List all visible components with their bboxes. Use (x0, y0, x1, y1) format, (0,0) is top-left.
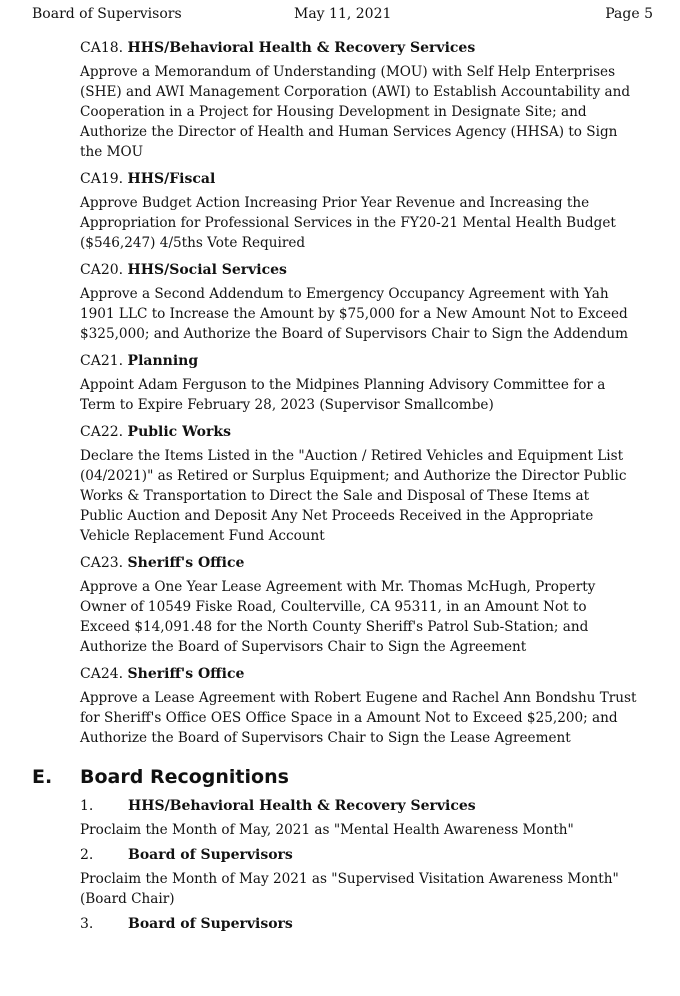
description-line: (04/2021)" as Retired or Surplus Equipment; and Authorize the Director Public (80, 468, 627, 484)
recognition-number: 1. (80, 798, 94, 814)
agenda-item-code: CA18. (80, 40, 124, 56)
description-line: the MOU (80, 144, 144, 160)
agenda-item-description (80, 688, 670, 748)
section-title: Board Recognitions (80, 766, 289, 788)
description-line: Approve a One Year Lease Agreement with Mr. Thomas McHugh, Property (80, 579, 596, 595)
recognition-list (32, 796, 662, 934)
agenda-item (80, 664, 670, 748)
board-recognitions-section (32, 763, 662, 939)
agenda-item-code: CA24. (80, 666, 124, 682)
recognition-item (80, 914, 662, 934)
description-line: Authorize the Board of Supervisors Chair to Sign the Agreement (80, 639, 527, 655)
agenda-item-department: HHS/Behavioral Health & Recovery Services (127, 40, 476, 56)
agenda-item (80, 260, 670, 344)
description-line: Approve Budget Action Increasing Prior Year Revenue and Increasing the (80, 195, 590, 211)
description-line: Declare the Items Listed in the "Auction / Retired Vehicles and Equipment List (80, 448, 624, 464)
agenda-item-title (80, 169, 670, 189)
description-line: Public Auction and Deposit Any Net Proceeds Received in the Appropriate (80, 508, 594, 524)
agenda-item-description (80, 446, 670, 546)
agenda-item (80, 38, 670, 162)
agenda-item-department: Sheriff's Office (127, 666, 245, 682)
description-line: 1901 LLC to Increase the Amount by $75,000 for a New Amount Not to Exceed (80, 306, 628, 322)
description-line: $325,000; and Authorize the Board of Supervisors Chair to Sign the Addendum (80, 326, 628, 342)
recognition-item (80, 845, 662, 909)
consent-agenda-items (80, 38, 670, 755)
agenda-item-title (80, 351, 670, 371)
description-line: Appoint Adam Ferguson to the Midpines Planning Advisory Committee for a (80, 377, 606, 393)
agenda-item-title (80, 553, 670, 573)
section-letter: E. (32, 766, 53, 788)
agenda-item-description (80, 577, 670, 657)
description-line: Authorize the Director of Health and Human Services Agency (HHSA) to Sign (80, 124, 618, 140)
agenda-item (80, 169, 670, 253)
description-line: for Sheriff's Office OES Office Space in a Amount Not to Exceed $25,200; and (80, 710, 618, 726)
agenda-item-code: CA23. (80, 555, 124, 571)
agenda-item (80, 351, 670, 415)
description-line: Authorize the Board of Supervisors Chair to Sign the Lease Agreement (80, 730, 571, 746)
recognition-department: Board of Supervisors (128, 916, 293, 932)
description-line: Approve a Memorandum of Understanding (MOU) with Self Help Enterprises (80, 64, 616, 80)
page-header (32, 4, 653, 24)
description-line: Exceed $14,091.48 for the North County Sheriff's Patrol Sub-Station; and (80, 619, 589, 635)
agenda-item-code: CA21. (80, 353, 124, 369)
description-line: Cooperation in a Project for Housing Development in Designate Site; and (80, 104, 587, 120)
header-date: May 11, 2021 (294, 6, 392, 22)
recognition-number: 2. (80, 847, 94, 863)
description-line: Owner of 10549 Fiske Road, Coulterville, CA 95311, in an Amount Not to (80, 599, 587, 615)
recognition-heading (80, 796, 662, 816)
agenda-item-description (80, 375, 670, 415)
agenda-item-description (80, 62, 670, 162)
agenda-item-title (80, 260, 670, 280)
agenda-item-department: HHS/Fiscal (127, 171, 216, 187)
agenda-item-description (80, 193, 670, 253)
agenda-item (80, 422, 670, 546)
agenda-item-department: Sheriff's Office (127, 555, 245, 571)
agenda-item-department: Planning (127, 353, 199, 369)
recognition-item (80, 796, 662, 840)
recognition-heading (80, 845, 662, 865)
header-body-name: Board of Supervisors (32, 6, 182, 22)
recognition-description (80, 820, 662, 840)
description-line: Approve a Second Addendum to Emergency Occupancy Agreement with Yah (80, 286, 609, 302)
agenda-item-description (80, 284, 670, 344)
description-line: (SHE) and AWI Management Corporation (AWI) to Establish Accountability and (80, 84, 631, 100)
agenda-item-title (80, 422, 670, 442)
description-line: Approve a Lease Agreement with Robert Eugene and Rachel Ann Bondshu Trust (80, 690, 637, 706)
description-line: Vehicle Replacement Fund Account (80, 528, 325, 544)
agenda-item-code: CA22. (80, 424, 124, 440)
recognition-department: HHS/Behavioral Health & Recovery Services (128, 798, 476, 814)
description-line: ($546,247) 4/5ths Vote Required (80, 235, 306, 251)
description-line: Proclaim the Month of May, 2021 as "Mental Health Awareness Month" (80, 822, 574, 838)
recognition-department: Board of Supervisors (128, 847, 293, 863)
header-page-number: Page 5 (605, 6, 653, 22)
recognition-description (80, 869, 662, 909)
agenda-item-code: CA19. (80, 171, 124, 187)
agenda-item-department: HHS/Social Services (127, 262, 287, 278)
agenda-item (80, 553, 670, 657)
description-line: Appropriation for Professional Services in the FY20-21 Mental Health Budget (80, 215, 616, 231)
section-heading (32, 763, 662, 791)
description-line: Works & Transportation to Direct the Sale and Disposal of These Items at (80, 488, 590, 504)
agenda-item-code: CA20. (80, 262, 124, 278)
agenda-item-title (80, 38, 670, 58)
description-line: (Board Chair) (80, 891, 175, 907)
recognition-heading (80, 914, 662, 934)
agenda-item-department: Public Works (127, 424, 231, 440)
description-line: Term to Expire February 28, 2023 (Supervisor Smallcombe) (80, 397, 494, 413)
recognition-number: 3. (80, 916, 94, 932)
agenda-item-title (80, 664, 670, 684)
description-line: Proclaim the Month of May 2021 as "Supervised Visitation Awareness Month" (80, 871, 619, 887)
